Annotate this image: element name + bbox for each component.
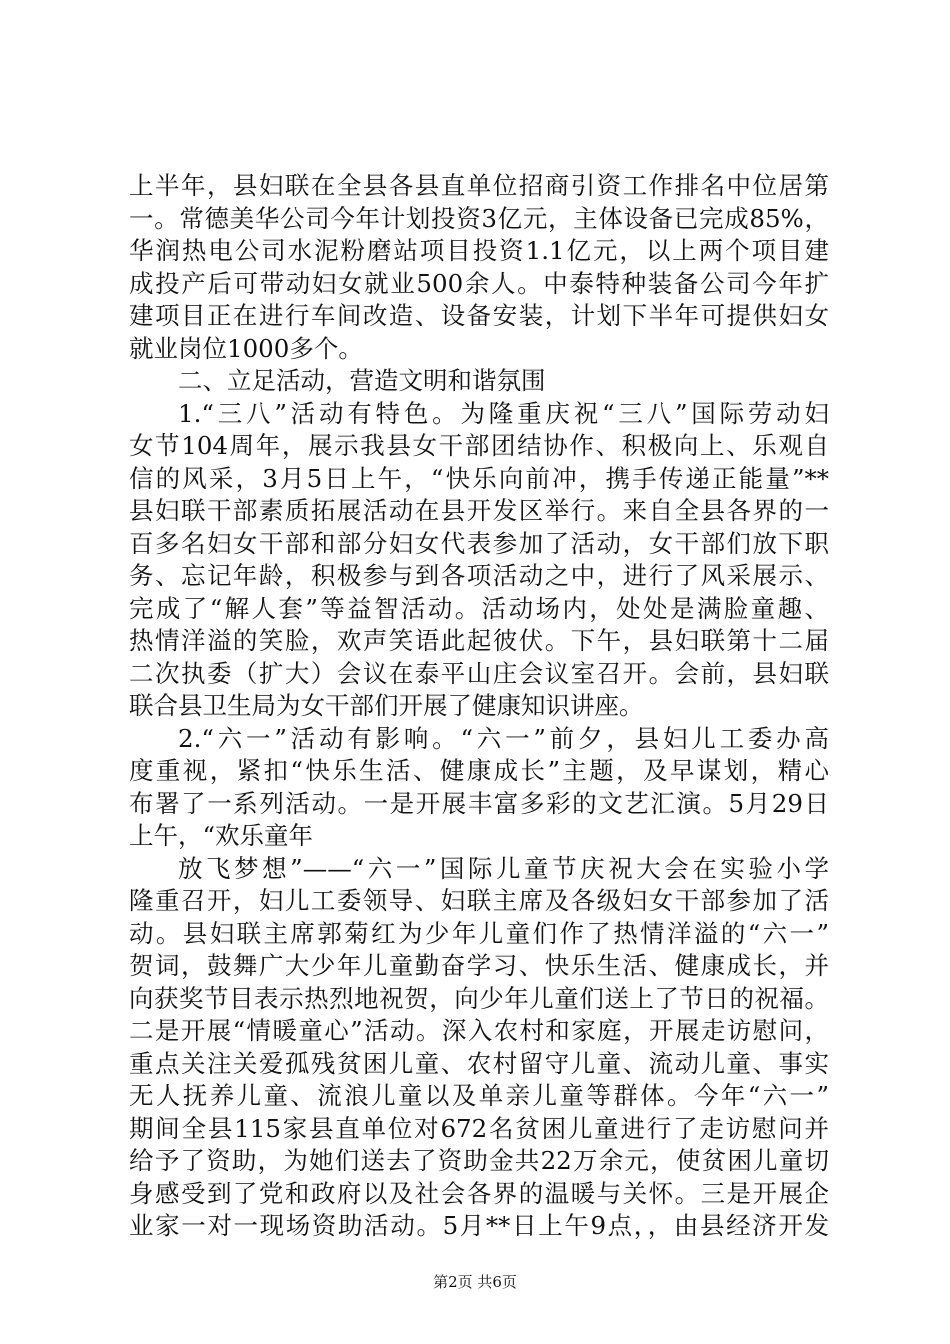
text-line: 信的风采，3月5日上午，“快乐向前冲，携手传递正能量”** <box>129 463 829 493</box>
section-heading: 二、立足活动，营造文明和谐氛围 <box>178 366 546 395</box>
text-line: 成投产后可带动妇女就业500余人。中泰特种装备公司今年扩 <box>129 268 829 298</box>
text-line: 布署了一系列活动。一是开展丰富多彩的文艺汇演。5月29日 <box>129 788 829 818</box>
text-line: 动。县妇联主席郭菊红为少年儿童们作了热情洋溢的“六一” <box>129 918 829 948</box>
text-line: 就业岗位1000多个。 <box>129 333 363 363</box>
text-line: 隆重召开，妇儿工委领导、妇联主席及各级妇女干部参加了活 <box>129 886 829 915</box>
text-line: 县妇联干部素质拓展活动在县开发区举行。来自全县各界的一 <box>129 496 829 525</box>
text-line: 华润热电公司水泥粉磨站项目投资1.1亿元，以上两个项目建 <box>129 236 829 265</box>
text-line: 向获奖节目表示热烈地祝贺，向少年儿童们送上了节日的祝福。 <box>129 983 829 1013</box>
text-line: 二次执委（扩大）会议在泰平山庄会议室召开。会前，县妇联 <box>129 658 829 688</box>
page-number-footer: 第2页 共6页 <box>433 1273 517 1291</box>
text-line: 一。常德美华公司今年计划投资3亿元，主体设备已完成85%， <box>129 203 829 233</box>
text-line: 期间全县115家县直单位对672名贫困儿童进行了走访慰问并 <box>129 1113 829 1143</box>
text-line: 给予了资助，为她们送去了资助金共22万余元，使贫困儿童切 <box>129 1146 829 1175</box>
text-line: 完成了“解人套”等益智活动。活动场内，处处是满脸童趣、 <box>129 593 829 623</box>
text-line: 无人抚养儿童、流浪儿童以及单亲儿童等群体。今年“六一” <box>129 1081 829 1110</box>
text-line: 女节104周年，展示我县女干部团结协作、积极向上、乐观自 <box>129 431 829 460</box>
text-line: 二是开展“情暖童心”活动。深入农村和家庭，开展走访慰问， <box>129 1016 829 1045</box>
text-line: 业家一对一现场资助活动。5月**日上午9点，，由县经济开发 <box>129 1211 829 1240</box>
text-line: 建项目正在进行车间改造、设备安装，计划下半年可提供妇女 <box>129 301 829 330</box>
text-line: 重点关注关爱孤残贫困儿童、农村留守儿童、流动儿童、事实 <box>129 1048 829 1078</box>
text-line: 联合县卫生局为女干部们开展了健康知识讲座。 <box>129 691 644 720</box>
text-line: 务、忘记年龄，积极参与到各项活动之中，进行了风采展示、 <box>129 561 829 590</box>
text-line: 热情洋溢的笑脸，欢声笑语此起彼伏。下午，县妇联第十二届 <box>129 626 829 655</box>
document-body <box>129 170 829 1243</box>
text-line: 放飞梦想”——“六一”国际儿童节庆祝大会在实验小学 <box>178 853 829 883</box>
text-line: 1.“三八”活动有特色。为隆重庆祝“三八”国际劳动妇 <box>178 398 829 428</box>
text-line: 贺词，鼓舞广大少年儿童勤奋学习、快乐生活、健康成长，并 <box>129 951 829 980</box>
text-line: 上午，“欢乐童年 <box>129 821 314 850</box>
text-line: 度重视，紧扣“快乐生活、健康成长”主题，及早谋划，精心 <box>129 756 829 785</box>
text-line: 2.“六一”活动有影响。“六一”前夕，县妇儿工委办高 <box>178 723 829 753</box>
text-line: 百多名妇女干部和部分妇女代表参加了活动，女干部们放下职 <box>129 528 829 558</box>
text-line: 身感受到了党和政府以及社会各界的温暖与关怀。三是开展企 <box>129 1178 829 1208</box>
text-line: 上半年，县妇联在全县各县直单位招商引资工作排名中位居第 <box>129 171 829 200</box>
